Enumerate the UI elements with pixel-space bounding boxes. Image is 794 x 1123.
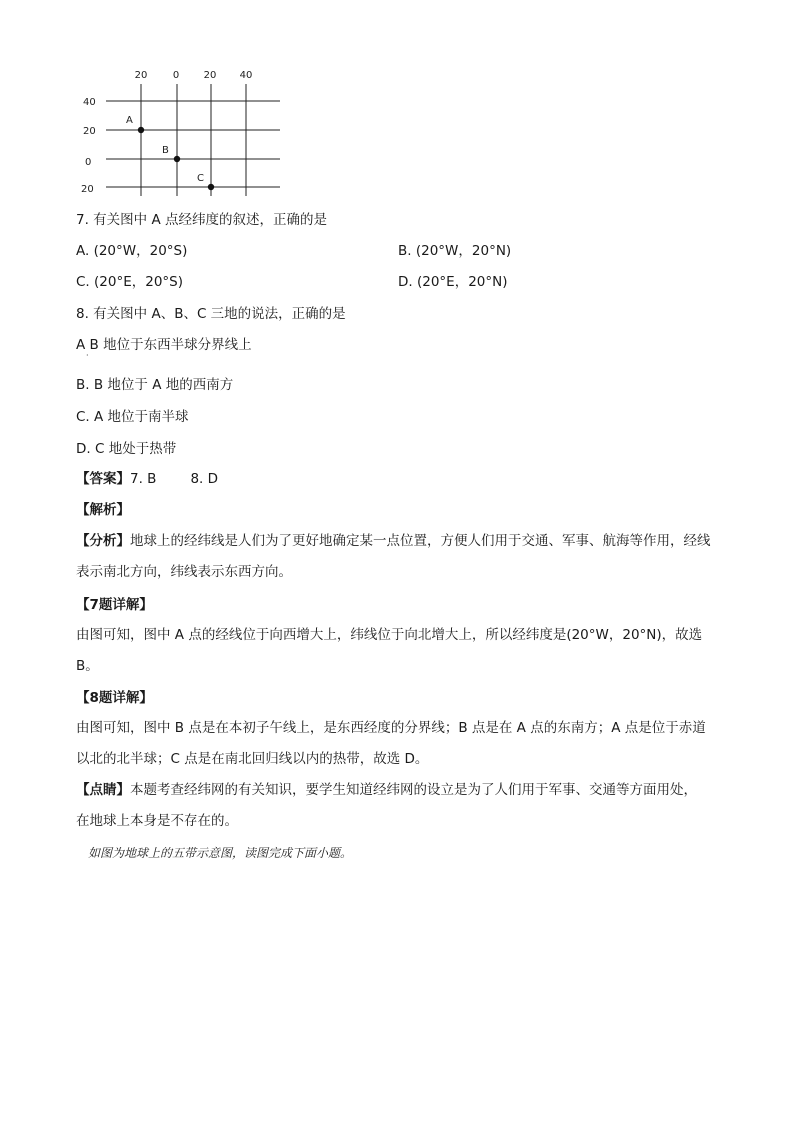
q8-detail-text: 由图可知，图中 B 点是在本初子午线上，是东西经度的分界线；B 点是在 A 点的东南方；A 点是位于赤道以北的北半球；C 点是在南北回归线以内的热带，故选 D。 [76,720,706,767]
point-c [208,184,214,190]
q8-detail-label: 【8题详解】 [76,690,153,706]
answer-line [76,469,218,489]
point-a [138,127,144,133]
q7-detail-text: 由图可知，图中 A 点的经线位于向西增大上，纬线位于向北增大上，所以经纬度是(20°W，20°N)，故选 B。 [76,627,703,674]
q7-option-a: A. (20°W，20°S) [76,243,188,259]
next-section-intro: 如图为地球上的五带示意图，读图完成下面小题。 [88,846,353,860]
point-b [174,156,180,162]
q7-option-c: C. (20°E，20°S) [76,274,183,290]
grid-svg [76,64,286,198]
q8-option-a: A B 地位于东西半球分界线上 [76,337,252,353]
analysis-label: 【解析】 [76,502,130,518]
lat-label: 40 [83,97,96,108]
lon-label: 0 [172,70,180,81]
point-b-label: B [162,145,169,156]
answer-q7: 7. B [130,471,157,487]
q7-detail-label: 【7题详解】 [76,597,153,613]
point-c-label: C [197,173,204,184]
lon-label: 20 [203,70,217,81]
q7-option-b: B. (20°W，20°N) [398,243,512,259]
stray-dot: · [86,351,89,360]
dianjing-paragraph [76,775,706,837]
q7-stem: 7. 有关图中 A 点经纬度的叙述，正确的是 [76,212,327,228]
lat-label: 0 [85,157,92,168]
dianjing-label: 【点睛】 [76,782,130,798]
lat-lon-grid-figure [76,64,286,198]
lon-label: 20 [134,70,148,81]
q8-option-c: C. A 地位于南半球 [76,409,189,425]
answer-label: 【答案】 [76,471,130,487]
lat-label: 20 [83,126,96,137]
fenxi-text: 地球上的经纬线是人们为了更好地确定某一点位置，方便人们用于交通、军事、航海等作用，经线表示南北方向，纬线表示东西方向。 [76,533,711,580]
q8-option-d: D. C 地处于热带 [76,441,177,457]
fenxi-paragraph [76,526,718,588]
q7-option-d: D. (20°E，20°N) [398,274,508,290]
q8-stem: 8. 有关图中 A、B、C 三地的说法，正确的是 [76,306,346,322]
fenxi-label: 【分析】 [76,533,130,549]
point-a-label: A [126,115,133,126]
lat-label: 20 [81,184,94,195]
lon-label: 40 [239,70,253,81]
answer-q8: 8. D [190,471,219,487]
dianjing-text: 本题考查经纬网的有关知识，要学生知道经纬网的设立是为了人们用于军事、交通等方面用处，在地球上本身是不存在的。 [76,782,697,829]
q8-option-b: B. B 地位于 A 地的西南方 [76,377,234,393]
